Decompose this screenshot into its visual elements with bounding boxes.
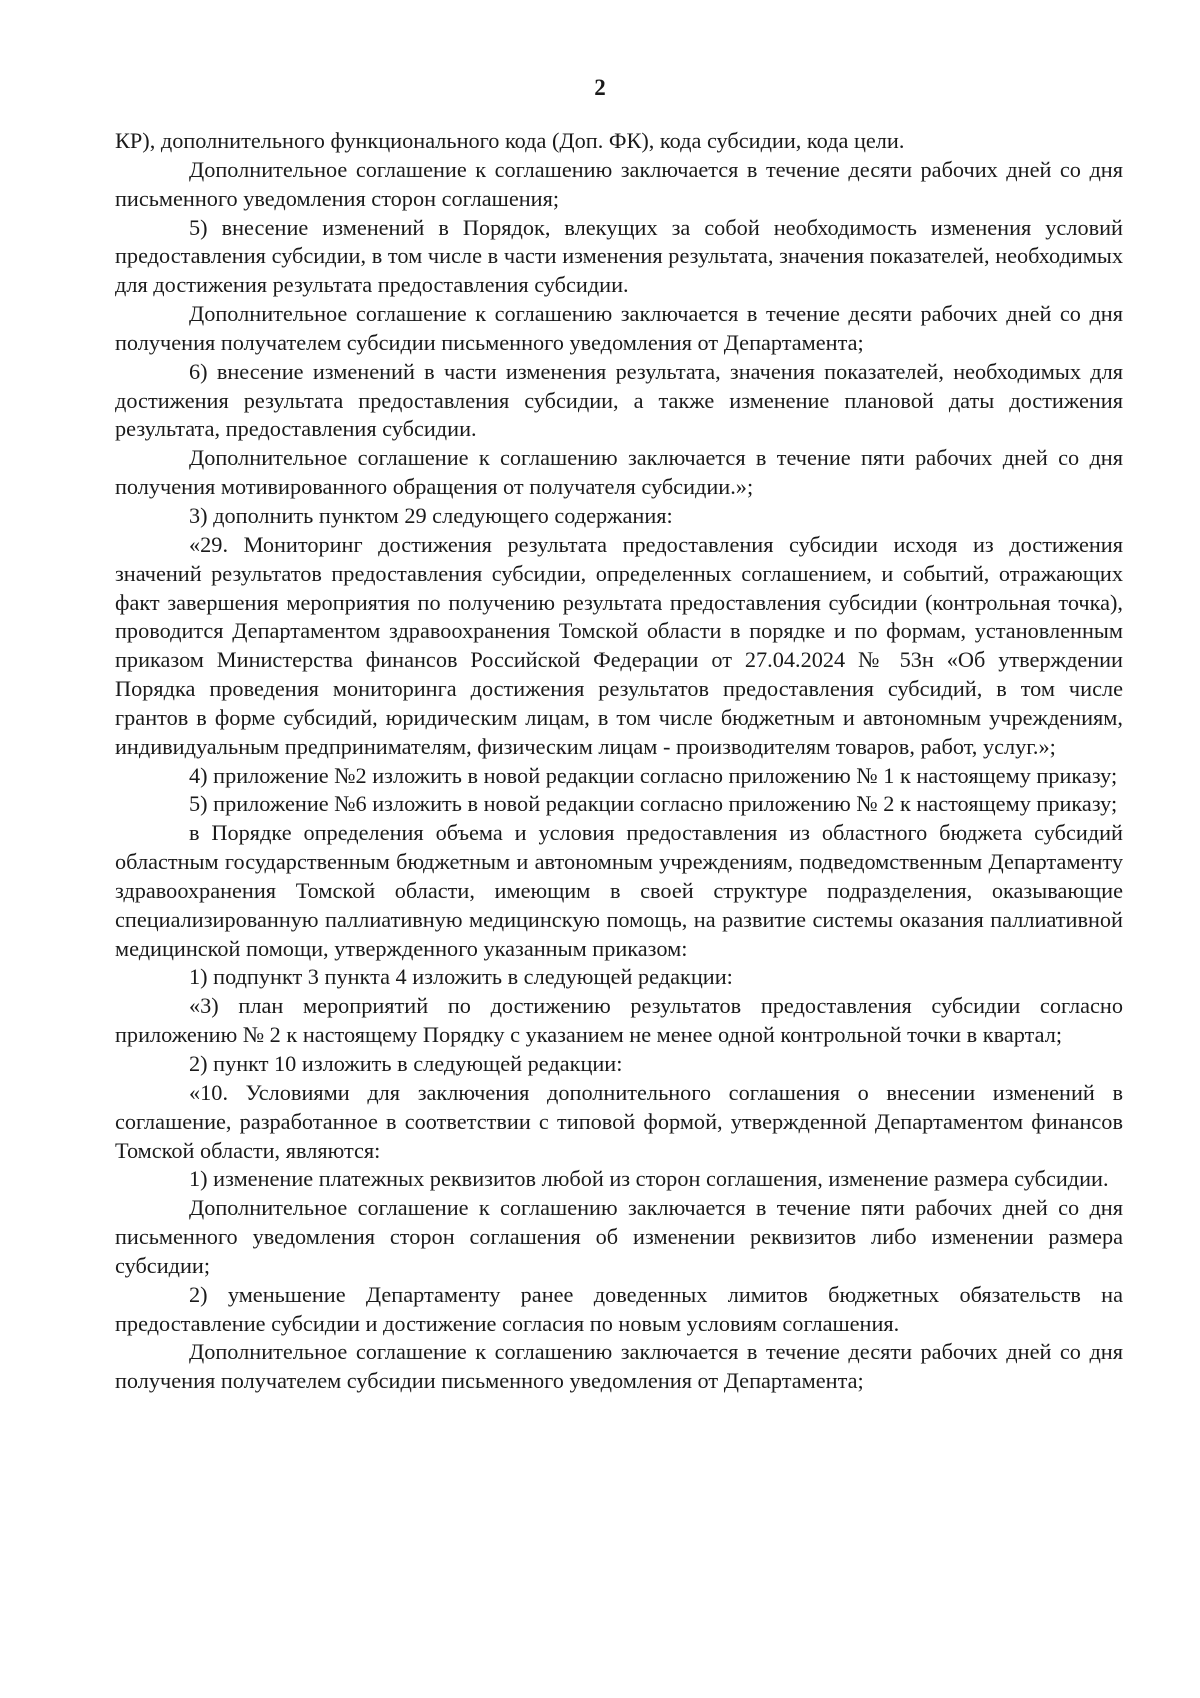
- paragraph: «10. Условиями для заключения дополнительного соглашения о внесении изменений в соглашение, разработанное в соответствии с типовой формой, утвержденной Департаментом финансов Томской области, являются:: [115, 1079, 1123, 1163]
- paragraph: 3) дополнить пунктом 29 следующего содержания:: [189, 502, 673, 528]
- page-number: 2: [594, 75, 606, 100]
- paragraph: 2) пункт 10 изложить в следующей редакции:: [189, 1051, 623, 1076]
- paragraph: в Порядке определения объема и условия предоставления из областного бюджета субсидий областным государственным бюджетным и автономным учреждениям, подведомственным Департаменту здравоохранения Томской области, имеющим в своей структуре подразделения, оказывающие специализированную паллиативную медицинскую помощь, на развитие системы оказания паллиативной медицинской помощи, утвержденного указанным приказом:: [115, 820, 1123, 961]
- document-body: [115, 127, 1123, 1396]
- paragraph: КР), дополнительного функционального кода (Доп. ФК), кода субсидии, кода цели.: [115, 128, 905, 153]
- paragraph: «3) план мероприятий по достижению результатов предоставления субсидии согласно приложению № 2 к настоящему Порядку с указанием не менее одной контрольной точки в квартал;: [115, 993, 1123, 1048]
- paragraph: 5) приложение №6 изложить в новой редакции согласно приложению № 2 к настоящему приказу;: [189, 791, 1118, 817]
- paragraph: 1) изменение платежных реквизитов любой из сторон соглашения, изменение размера субсидии.: [189, 1166, 1109, 1192]
- paragraph: Дополнительное соглашение к соглашению заключается в течение пяти рабочих дней со дня письменного уведомления сторон соглашения об изменении реквизитов либо изменении размера субсидии;: [115, 1195, 1123, 1278]
- paragraph: Дополнительное соглашение к соглашению заключается в течение десяти рабочих дней со дня получения получателем субсидии письменного уведомления от Департамента;: [115, 301, 1123, 355]
- paragraph: Дополнительное соглашение к соглашению заключается в течение пяти рабочих дней со дня получения мотивированного обращения от получателя субсидии.»;: [115, 445, 1123, 500]
- paragraph: «29. Мониторинг достижения результата предоставления субсидии исходя из достижения значений результатов предоставления субсидии, определенных соглашением, и событий, отражающих факт завершения мероприятия по получению результата предоставления субсидии (контрольная точка), проводится Департаментом здравоохранения Томской области в порядке и по формам, установленным приказом Министерства финансов Российской Федерации от 27.04.2024 № 53н «Об утверждении Порядка проведения мониторинга достижения результатов предоставления субсидий, в том числе грантов в форме субсидий, юридическим лицам, в том числе бюджетным и автономным учреждениям, индивидуальным предпринимателям, физическим лицам - производителям товаров, работ, услуг.»;: [115, 531, 1123, 759]
- paragraph: 6) внесение изменений в части изменения результата, значения показателей, необходимых для достижения результата предоставления субсидии, а также изменение плановой даты достижения результата, предоставления субсидии.: [115, 358, 1123, 442]
- paragraph: Дополнительное соглашение к соглашению заключается в течение десяти рабочих дней со дня письменного уведомления сторон соглашения;: [115, 156, 1123, 211]
- paragraph: Дополнительное соглашение к соглашению заключается в течение десяти рабочих дней со дня получения получателем субсидии письменного уведомления от Департамента;: [115, 1339, 1123, 1394]
- paragraph: 1) подпункт 3 пункта 4 изложить в следующей редакции:: [189, 964, 733, 990]
- paragraph: 4) приложение №2 изложить в новой редакции согласно приложению № 1 к настоящему приказу;: [189, 762, 1118, 788]
- paragraph: 5) внесение изменений в Порядок, влекущих за собой необходимость изменения условий предоставления субсидии, в том числе в части изменения результата, значения показателей, необходимых для достижения результата предоставления субсидии.: [115, 214, 1123, 298]
- paragraph: 2) уменьшение Департаменту ранее доведенных лимитов бюджетных обязательств на предоставление субсидии и достижение согласия по новым условиям соглашения.: [115, 1281, 1123, 1336]
